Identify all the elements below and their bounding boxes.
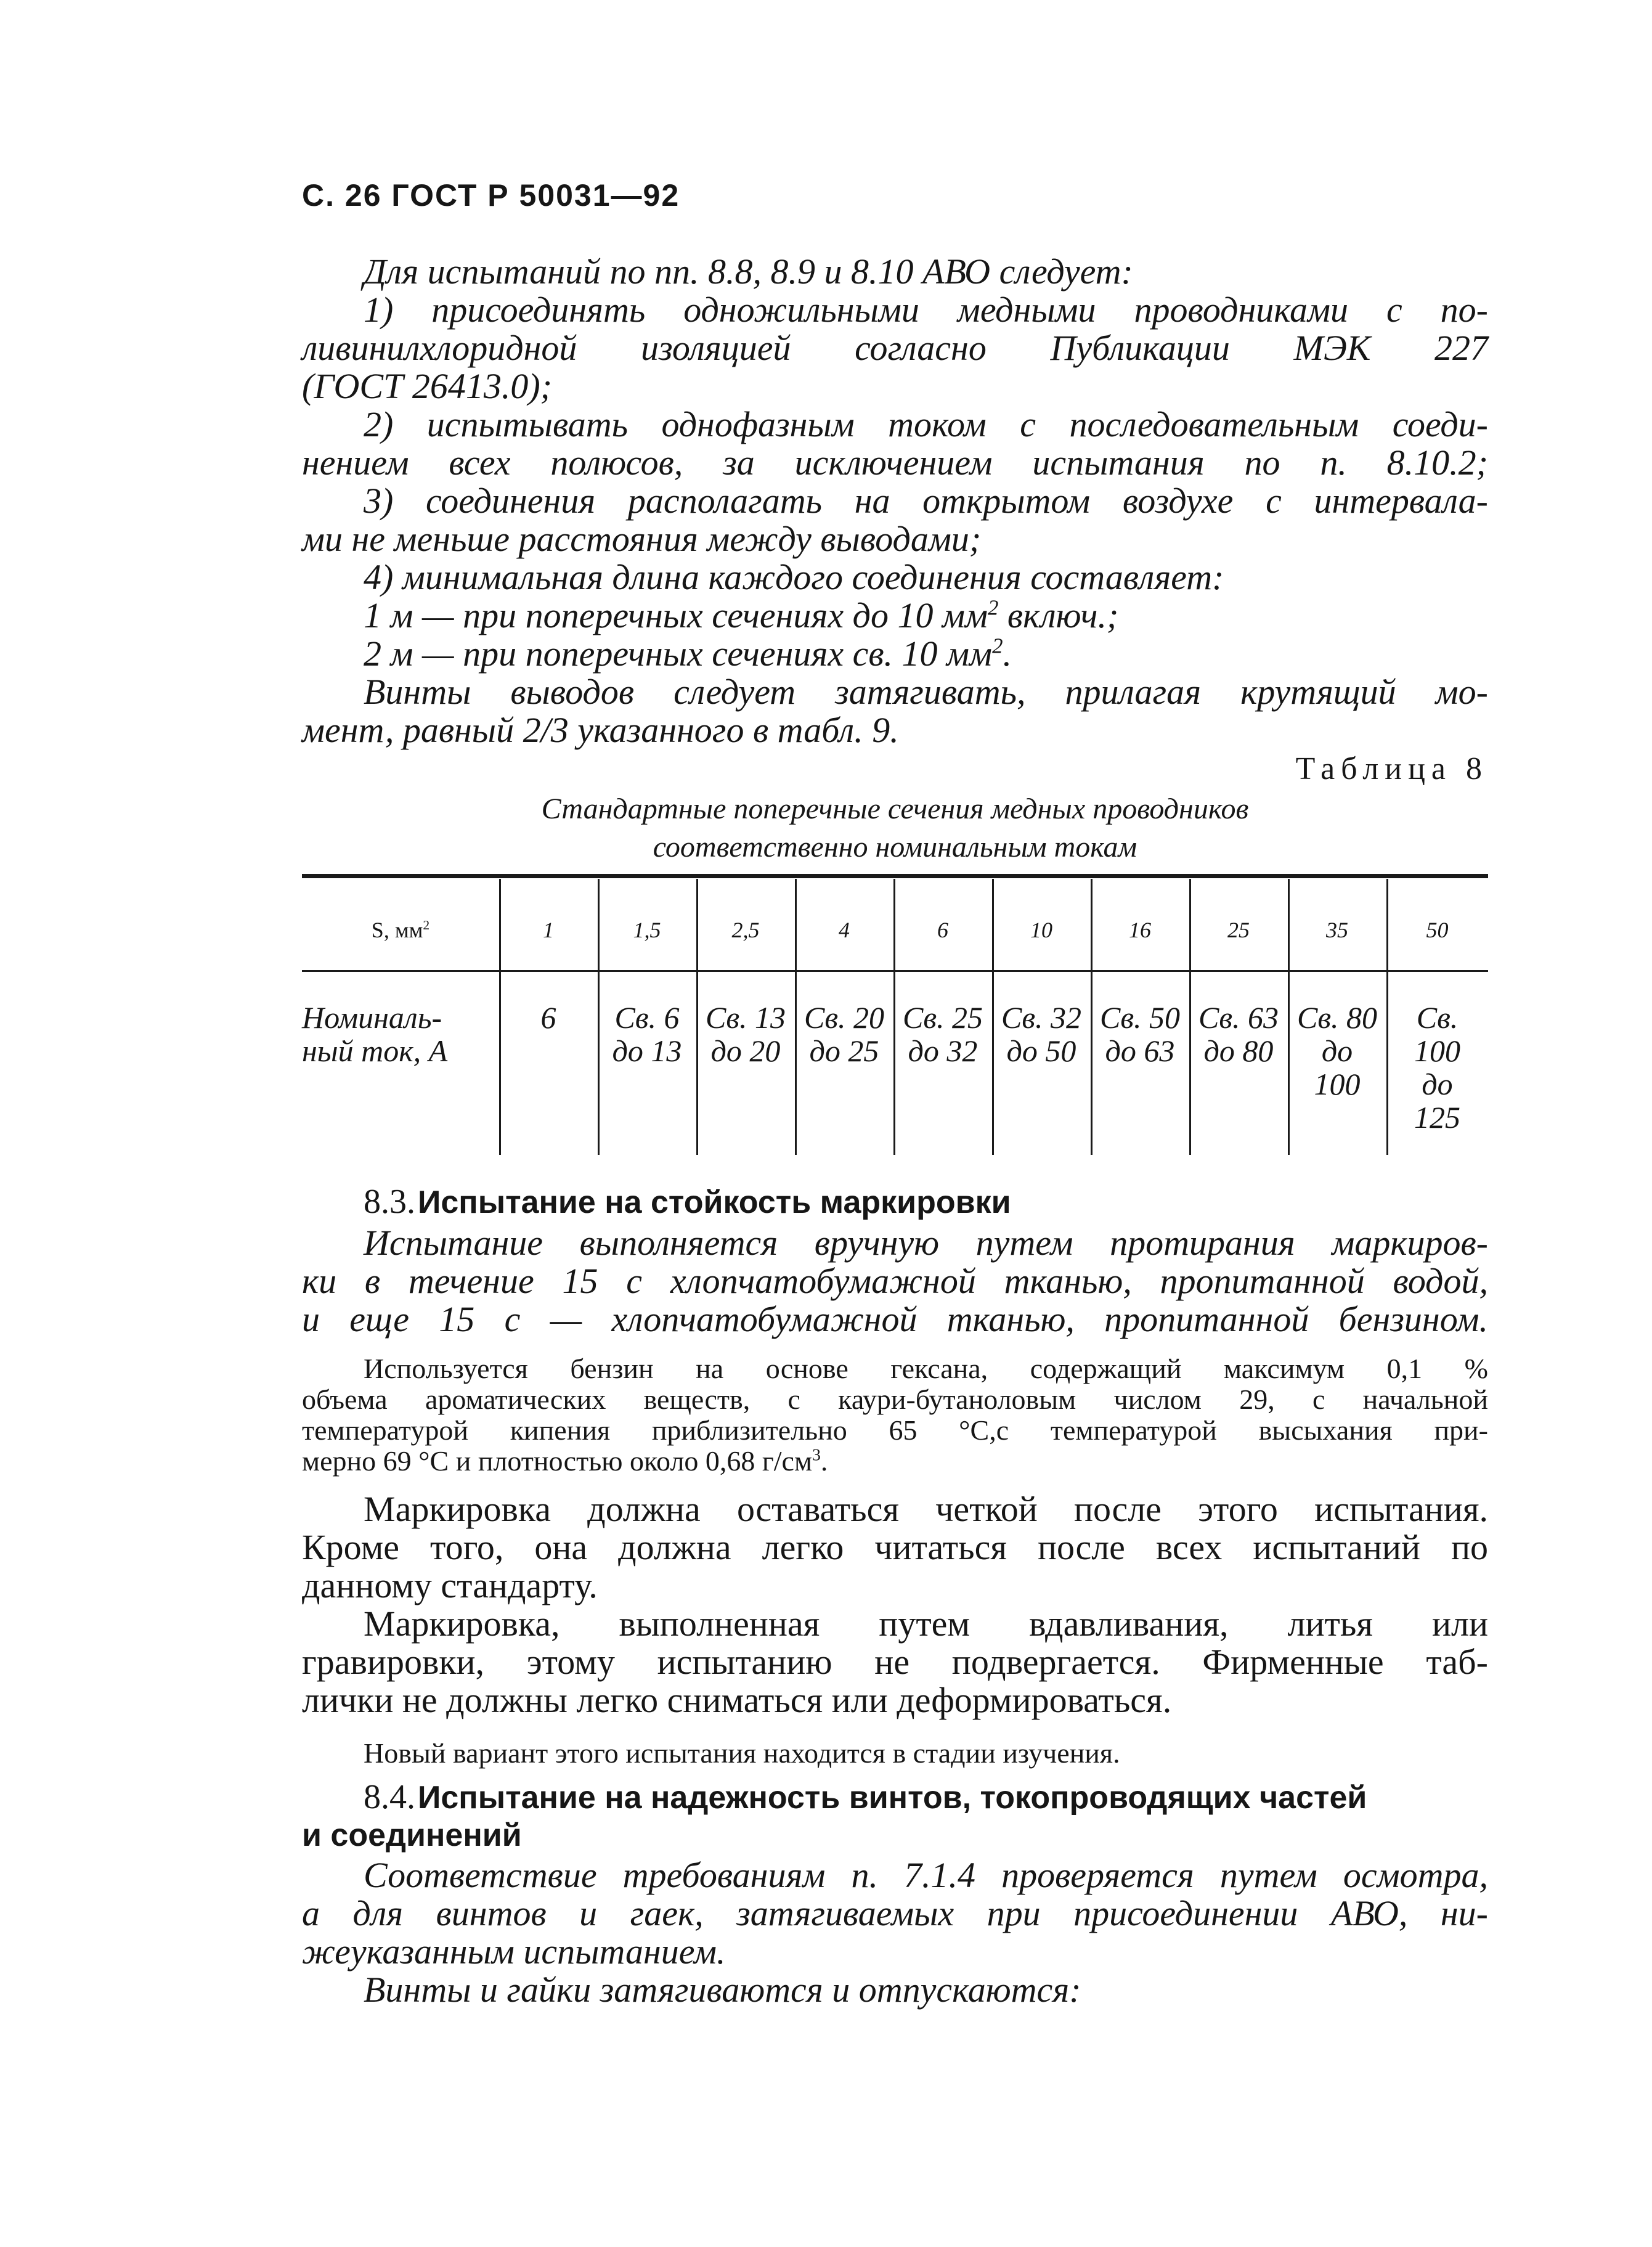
row-label-line: Номиналь- [302,1000,442,1035]
superscript-2: 2 [992,634,1003,658]
text-line: жеуказанным испытанием. [302,1931,726,1972]
section-heading [302,1182,1488,1221]
para-line: Маркировка, выполненная путем вдавливания, литья или [364,1604,1488,1644]
header-section: 6 [937,918,948,942]
section-number: 8.4. [364,1778,415,1816]
intro-line: ми не меньше расстояния между выводами; [302,519,982,559]
superscript-3: 3 [812,1445,821,1464]
current-line: Св. 6 [614,1000,680,1035]
current-cell [795,1001,893,1067]
current-line: до 20 [710,1034,781,1068]
text-line: и еще 15 с — хлопчатобумажной тканью, пропитанной бензином. [302,1299,1488,1339]
header-section: 1,5 [633,918,661,942]
current-line: до 13 [612,1034,682,1068]
current-line: до 50 [1006,1034,1076,1068]
section-number: 8.3. [364,1183,415,1221]
intro-line-text: 2 м — при поперечных сечениях св. 10 мм [364,634,993,674]
current-line: до [1422,1067,1453,1101]
caption-line: соответственно номинальным токам [653,831,1137,863]
current-line: Св. 25 [902,1000,983,1035]
current-cell [598,1001,696,1067]
current-line: 6 [540,1000,556,1035]
current-cell [499,1001,598,1034]
current-line: до [1321,1034,1353,1068]
header-s-text: S, мм [371,918,423,942]
para-line: гравировки, этому испытанию не подвергается. Фирменные таб- [302,1642,1488,1682]
note-line: Новый вариант этого испытания находится в стадии изучения. [364,1737,1120,1769]
current-line: Св. 13 [705,1000,786,1035]
current-line: до 32 [908,1034,978,1068]
intro-line [302,635,1488,673]
intro-line: 2) испытывать однофазным током с последовательным соеди- [364,404,1488,444]
section-8-3-note [302,1738,1488,1769]
section-8-3-text [302,1224,1488,1339]
text-line: Испытание выполняется вручную путем протирания маркиров- [364,1223,1488,1263]
row-label-line: ный ток, А [302,1034,448,1068]
para-line: Кроме того, она должна легко читаться после всех испытаний по [302,1527,1488,1567]
current-cell [1091,1001,1189,1067]
row-label [302,1001,499,1067]
intro-line [302,597,1488,635]
intro-line: 1) присоединять одножильными медными проводниками с по- [364,290,1488,330]
table-top-rule [302,874,1488,878]
current-line: Св. [1416,1000,1459,1035]
current-line: 125 [1414,1100,1460,1135]
header-section: 50 [1426,918,1449,942]
para-line: Маркировка должна оставаться четкой после этого испытания. [364,1489,1488,1529]
small-line-tail: . [820,1445,828,1477]
header-section: 10 [1030,918,1052,942]
text-line: Винты и гайки затягиваются и отпускаются: [364,1970,1081,2010]
header-section: 2,5 [731,918,760,942]
intro-line: Винты выводов следует затягивать, прилагая крутящий мо- [364,672,1488,712]
current-cell [1189,1001,1288,1067]
header-section: 1 [543,918,554,942]
intro-line: 3) соединения располагать на открытом воздухе с интервала- [364,481,1488,521]
section-name: Испытание на надежность винтов, токопроводящих частей [418,1780,1367,1816]
small-line: Используется бензин на основе гексана, содержащий максимум 0,1 % [364,1353,1488,1384]
section-8-3-title [302,1182,1488,1221]
small-line-text: мерно 69 °С и плотностью около 0,68 г/см [302,1445,813,1477]
intro-line-tail: . [1003,634,1012,674]
text-line: ки в течение 15 с хлопчатобумажной тканью, пропитанной водой, [302,1261,1488,1301]
intro-block [302,253,1488,749]
intro-line-text: 1 м — при поперечных сечениях до 10 мм [364,595,988,635]
section-8-3-paragraphs [302,1490,1488,1719]
current-line: Св. 32 [1001,1000,1082,1035]
para-line: данному стандарту. [302,1565,598,1605]
header-s-label [302,917,499,943]
superscript-2: 2 [423,918,430,932]
current-line: до 63 [1105,1034,1175,1068]
intro-line-tail: включ.; [998,595,1119,635]
current-line: Св. 20 [804,1000,885,1035]
current-line: Св. 50 [1099,1000,1181,1035]
header-section: 16 [1129,918,1151,942]
small-line: объема ароматических веществ, с каури-бутаноловым числом 29, с начальной [302,1384,1488,1415]
section-name-cont: и соединений [302,1817,522,1853]
current-line: 100 [1414,1034,1460,1068]
current-cell [1386,1001,1488,1134]
current-cell [992,1001,1091,1067]
table-8 [302,874,1488,1155]
header-section: 25 [1227,918,1250,942]
section-8-4-title [302,1777,1488,1854]
section-8-4-text [302,1856,1488,2009]
current-cell [696,1001,795,1067]
header-section: 35 [1326,918,1348,942]
text-line: Соответствие требованиям п. 7.1.4 проверяется путем осмотра, [364,1855,1488,1895]
intro-line: (ГОСТ 26413.0); [302,366,552,406]
para-line: лички не должны легко сниматься или деформироваться. [302,1680,1172,1720]
current-line: до 80 [1203,1034,1274,1068]
current-line: 100 [1314,1067,1361,1101]
intro-line: нением всех полюсов, за исключением испытания по п. 8.10.2; [302,442,1488,483]
intro-line: 4) минимальная длина каждого соединения составляет: [364,557,1224,597]
text-line: а для винтов и гаек, затягиваемых при присоединении АВО, ни- [302,1893,1488,1933]
section-heading [302,1777,1488,1817]
section-8-3-footnote [302,1353,1488,1477]
page-header: С. 26 ГОСТ Р 50031—92 [302,178,680,213]
section-name: Испытание на стойкость маркировки [418,1185,1011,1220]
header-section: 4 [839,918,850,942]
intro-line: ливинилхлоридной изоляцией согласно Публикации МЭК 227 [302,328,1488,368]
current-line: до 25 [809,1034,879,1068]
table-caption [302,790,1488,867]
current-cell [893,1001,992,1067]
current-line: Св. 80 [1296,1000,1378,1035]
small-line [302,1446,1488,1477]
superscript-2: 2 [988,595,999,620]
current-line: Св. 63 [1198,1000,1279,1035]
intro-line: мент, равный 2/3 указанного в табл. 9. [302,710,899,750]
table-label: Таблица 8 [1295,751,1488,786]
intro-line: Для испытаний по пп. 8.8, 8.9 и 8.10 АВО следует: [364,251,1133,292]
small-line: температурой кипения приблизительно 65 °С,с температурой высыхания при- [302,1414,1488,1446]
caption-line: Стандартные поперечные сечения медных проводников [541,793,1249,825]
current-cell [1288,1001,1386,1101]
